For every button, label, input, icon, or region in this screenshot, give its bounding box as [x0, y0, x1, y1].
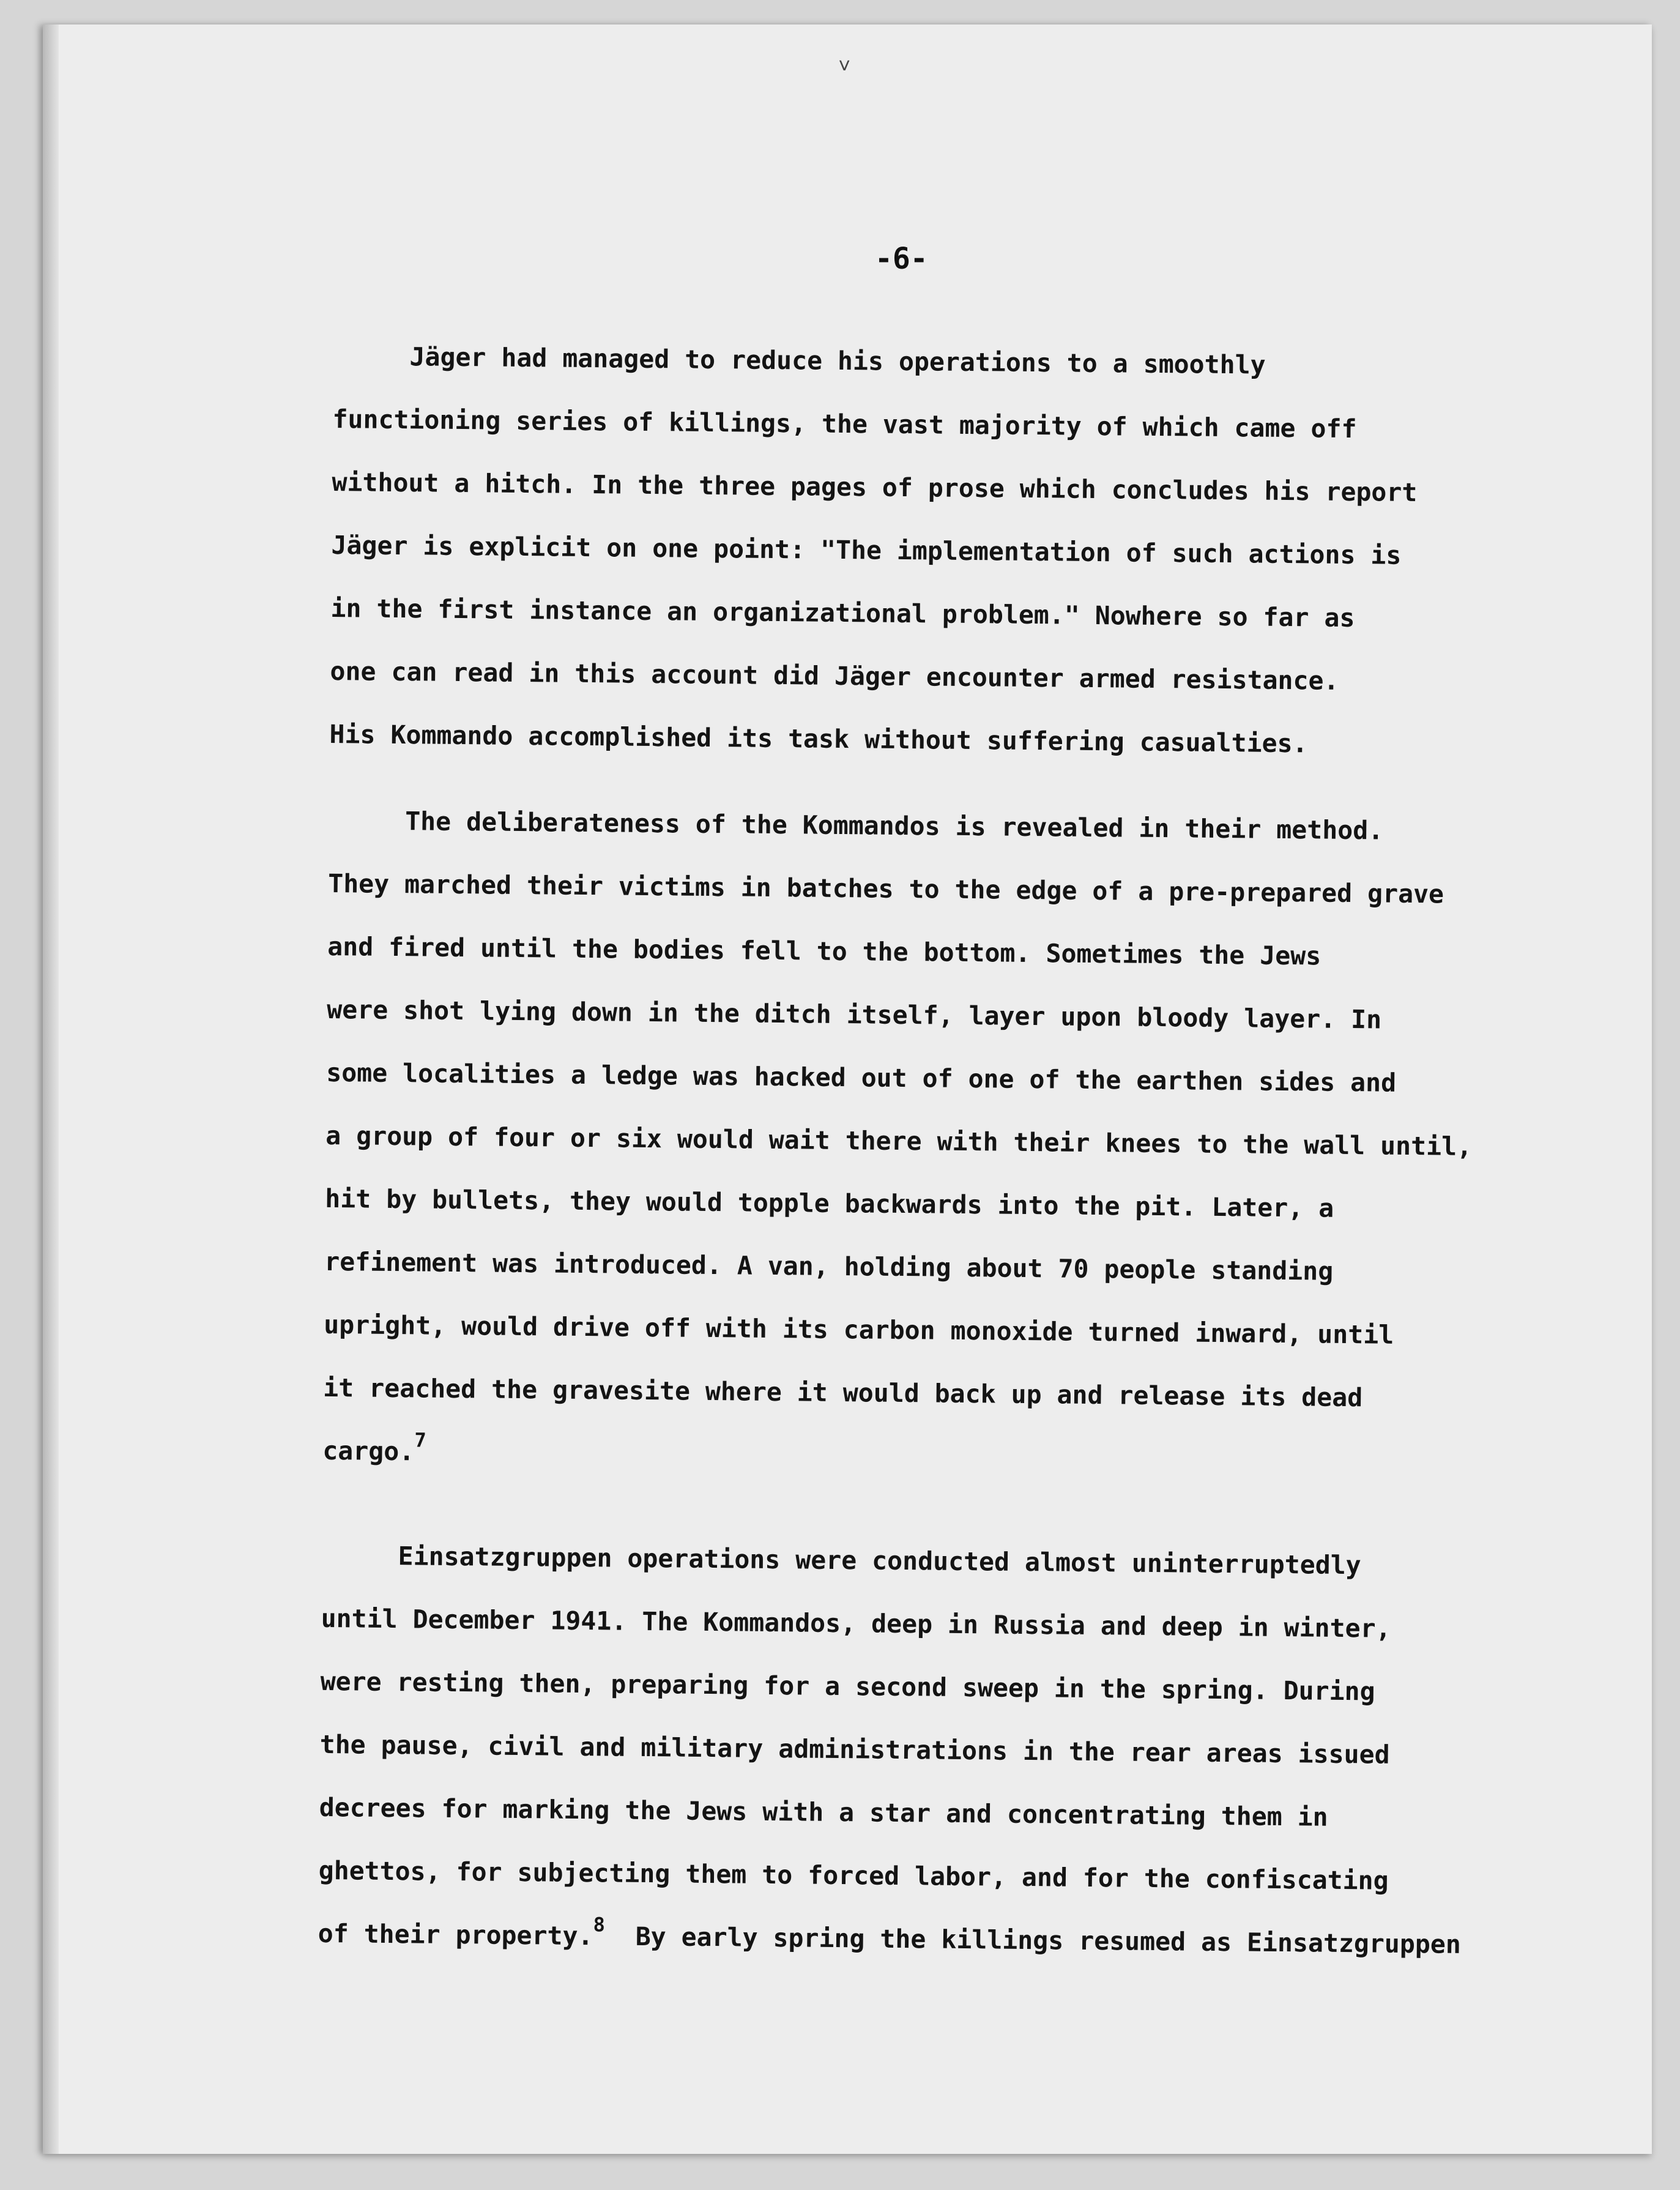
footnote-ref: 8 [593, 1913, 606, 1937]
page-number: -6- [875, 242, 928, 276]
text-line: until December 1941. The Kommandos, deep in Russia and deep in winter, [321, 1603, 1391, 1644]
text-line: They marched their victims in batches to the edge of a pre-prepared grave [327, 868, 1444, 909]
text-line [318, 1902, 1572, 1977]
text-line: Jäger is explicit on one point: "The implementation of such actions is [331, 529, 1402, 570]
text-line: some localities a ledge was hacked out of one of the earthen sides and [326, 1057, 1397, 1098]
text-line: one can read in this account did Jäger encounter armed resistance. [330, 655, 1339, 696]
paragraph-3 [318, 1524, 1576, 1977]
body-text [318, 324, 1588, 1977]
text-line: and fired until the bodies fell to the bottom. Sometimes the Jews [327, 931, 1321, 971]
text-line: His Kommando accomplished its task without suffering casualties. [329, 718, 1308, 759]
text-line: refinement was introduced. A van, holding about 70 people standing [324, 1246, 1334, 1286]
tick-mark: ˅ [838, 54, 851, 78]
paragraph-1 [329, 324, 1588, 778]
paragraph-2 [322, 789, 1583, 1494]
text-line: in the first instance an organizational problem." Nowhere so far as [330, 592, 1355, 633]
text-line [322, 1419, 1577, 1494]
text-line: Jäger had managed to reduce his operations to a smoothly [409, 341, 1266, 380]
text-line: a group of four or six would wait there with their knees to the wall until, [325, 1120, 1473, 1161]
text-line-trailing: By early spring the killings resumed as Einsatzgruppen [604, 1921, 1462, 1959]
text-line: Einsatzgruppen operations were conducted almost uninterruptedly [398, 1541, 1361, 1581]
text-line: were shot lying down in the ditch itself, layer upon bloody layer. In [327, 994, 1382, 1035]
text-line: it reached the gravesite where it would back up and release its dead [323, 1372, 1363, 1413]
text-line-content: cargo. [322, 1435, 415, 1467]
text-line-content: of their property. [318, 1918, 593, 1951]
text-line: hit by bullets, they would topple backwards into the pit. Later, a [325, 1183, 1334, 1223]
text-line: the pause, civil and military administrations in the rear areas issued [319, 1729, 1390, 1770]
text-line: ghettos, for subjecting them to forced labor, and for the confiscating [318, 1855, 1389, 1896]
text-line: upright, would drive off with its carbon monoxide turned inward, until [324, 1309, 1394, 1350]
text-line: were resting then, preparing for a second sweep in the spring. During [320, 1666, 1375, 1707]
text-line: without a hitch. In the three pages of prose which concludes his report [332, 466, 1418, 508]
text-line: The deliberateness of the Kommandos is revealed in their method. [404, 806, 1384, 846]
document-page [43, 24, 1652, 2154]
text-line: functioning series of killings, the vast majority of which came off [332, 403, 1357, 444]
footnote-ref: 7 [414, 1428, 426, 1452]
text-line: decrees for marking the Jews with a star and concentrating them in [319, 1792, 1328, 1832]
